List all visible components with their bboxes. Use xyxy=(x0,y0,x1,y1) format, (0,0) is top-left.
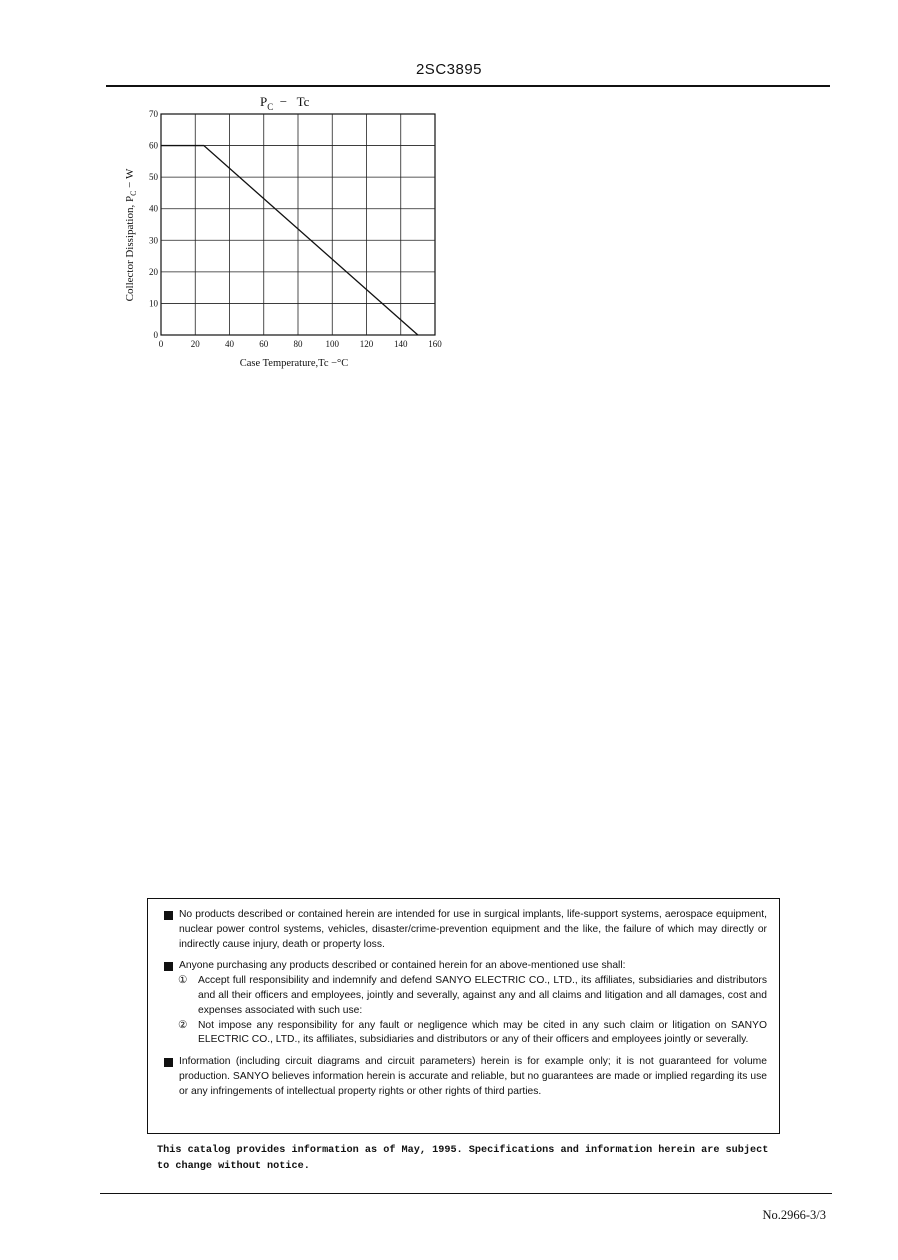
part-number-title: 2SC3895 xyxy=(415,61,483,78)
y-tick-label: 10 xyxy=(149,298,158,309)
y-tick-label: 60 xyxy=(149,140,158,151)
x-tick-label: 0 xyxy=(158,339,164,349)
disclaimer-subtext: Not impose any responsibility for any fault or negligence which may be cited in any such claim or litigation on SANYO ELECTRIC CO., LTD., its affiliates, subsidiaries and distributors or any of their officers and employees jointly or severally. xyxy=(198,1019,767,1046)
disclaimer-subitem xyxy=(178,974,767,1018)
circled-one-icon: ① xyxy=(178,975,188,987)
disclaimer-item xyxy=(164,1055,767,1099)
disclaimer-text: No products described or contained herein are intended for use in surgical implants, life-support systems, aerospace equipment, nuclear power control systems, vehicles, disaster/crime-prevention equipment and the like, the failure of which may directly or indirectly cause injury, death or property loss. xyxy=(179,909,767,950)
square-bullet-icon xyxy=(164,911,173,920)
disclaimer-text: Information (including circuit diagrams and circuit parameters) herein is for example only; it is not guaranteed for volume production. SANYO believes information herein is accurate and reliable, but no guarantees are made or implied regarding its use or any infringements of intellectual property rights or other rights of third parties. xyxy=(179,1056,767,1097)
disclaimer-item xyxy=(164,908,767,952)
y-tick-label: 0 xyxy=(153,330,158,340)
page-number: No.2966-3/3 xyxy=(762,1208,826,1222)
y-tick-label: 50 xyxy=(149,172,158,183)
chart-title: $P_C - Tc$ xyxy=(260,94,310,112)
x-tick-label: 40 xyxy=(225,339,234,349)
chart-ylabel: Collector Dissipation, $P_C - W$ xyxy=(124,168,138,302)
disclaimer-subtext: Accept full responsibility and indemnify and defend SANYO ELECTRIC CO., LTD., its affiliates, subsidiaries and distributors and all their officers and employees, jointly and severally, against any and all claims and litigation and all damages, cost and expenses associated with such use: xyxy=(198,975,767,1016)
disclaimer-text: Anyone purchasing any products described or contained herein for an above-mentioned use shall: xyxy=(179,960,626,972)
x-tick-label: 100 xyxy=(325,339,339,349)
square-bullet-icon xyxy=(164,1058,173,1067)
x-tick-label: 120 xyxy=(359,339,374,349)
chart-svg xyxy=(114,88,464,378)
chart-xlabel: Case Temperature,Tc −°C xyxy=(239,358,349,369)
y-tick-label: 70 xyxy=(149,109,158,119)
y-tick-label: 20 xyxy=(149,266,158,277)
y-tick-label: 40 xyxy=(149,203,158,214)
disclaimer-subitem xyxy=(178,1019,767,1049)
y-tick-label: 30 xyxy=(149,235,158,246)
x-tick-label: 60 xyxy=(259,339,269,349)
x-tick-label: 80 xyxy=(293,339,303,349)
x-tick-label: 20 xyxy=(190,339,200,349)
header-divider xyxy=(106,85,830,87)
x-tick-label: 160 xyxy=(428,339,442,349)
circled-two-icon: ② xyxy=(178,1019,188,1031)
catalog-note: This catalog provides information as of May, 1995. Specifications and information herein are subject to change without notice. xyxy=(157,1145,769,1172)
pc-tc-chart xyxy=(114,88,464,378)
square-bullet-icon xyxy=(164,962,173,971)
x-tick-label: 140 xyxy=(394,339,408,349)
disclaimer-box xyxy=(147,898,780,1134)
disclaimer-item xyxy=(164,959,767,974)
footer-divider xyxy=(100,1193,832,1194)
